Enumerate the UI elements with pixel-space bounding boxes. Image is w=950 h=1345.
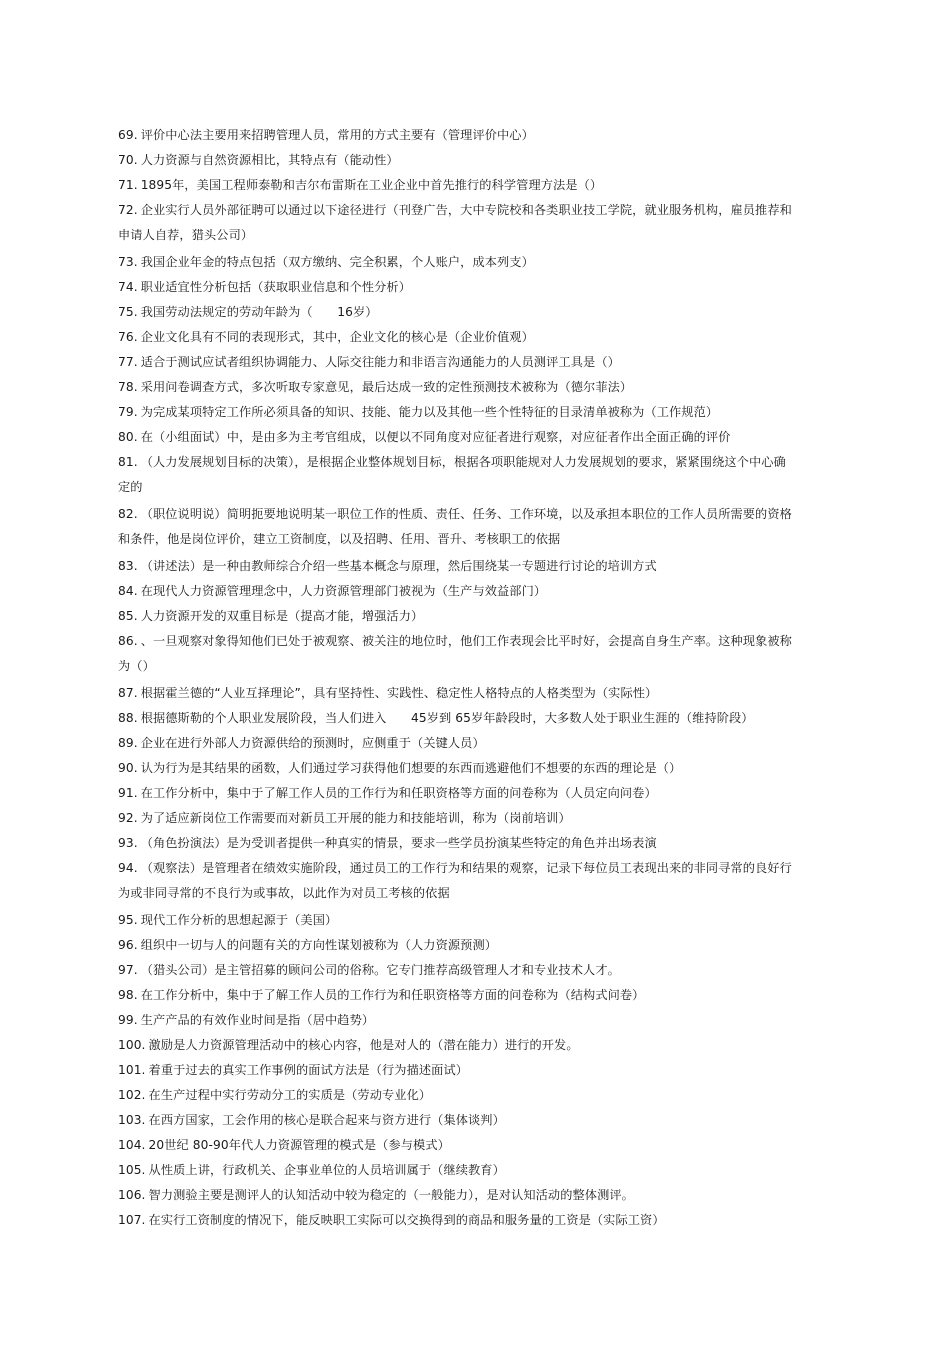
- list-item: [118, 375, 798, 400]
- item-number: 96.: [118, 938, 138, 952]
- item-text: 在西方国家，工会作用的核心是联合起来与资方进行（集体谈判）: [148, 1113, 505, 1127]
- item-number: 88.: [118, 711, 138, 725]
- list-item: [118, 502, 798, 552]
- item-number: 101.: [118, 1063, 146, 1077]
- list-item: [118, 450, 798, 500]
- item-number: 100.: [118, 1038, 146, 1052]
- item-text: 1895年，美国工程师泰勒和吉尔布雷斯在工业企业中首先推行的科学管理方法是（）: [140, 178, 603, 192]
- item-number: 90.: [118, 761, 138, 775]
- item-text: 从性质上讲，行政机关、企事业单位的人员培训属于（继续教育）: [148, 1163, 505, 1177]
- item-text: （讲述法）是一种由教师综合介绍一些基本概念与原理，然后围绕某一专题进行讨论的培训方式: [140, 559, 657, 573]
- item-number: 104.: [118, 1138, 146, 1152]
- list-item: [118, 300, 798, 325]
- item-number: 80.: [118, 430, 138, 444]
- question-list: [118, 123, 798, 1233]
- item-text: 我国劳动法规定的劳动年龄为（ 16岁）: [140, 305, 378, 319]
- item-text: 在工作分析中，集中于了解工作人员的工作行为和任职资格等方面的问卷称为（人员定向问卷）: [140, 786, 657, 800]
- list-item: [118, 1108, 798, 1133]
- item-number: 91.: [118, 786, 138, 800]
- item-text: 着重于过去的真实工作事例的面试方法是（行为描述面试）: [148, 1063, 469, 1077]
- item-text: 激励是人力资源管理活动中的核心内容，他是对人的（潜在能力）进行的开发。: [148, 1038, 579, 1052]
- item-text: （职位说明说）简明扼要地说明某一职位工作的性质、责任、任务、工作环境，以及承担本职位的工作人员所需要的资格和条件，他是岗位评价，建立工资制度，以及招聘、任用、晋升、考核职工的依据: [118, 507, 792, 546]
- item-text: （猎头公司）是主管招募的顾问公司的俗称。它专门推荐高级管理人才和专业技术人才。: [140, 963, 620, 977]
- list-item: [118, 983, 798, 1008]
- list-item: [118, 1183, 798, 1208]
- item-text: 适合于测试应试者组织协调能力、人际交往能力和非语言沟通能力的人员测评工具是（）: [140, 355, 620, 369]
- list-item: [118, 806, 798, 831]
- item-text: 在工作分析中，集中于了解工作人员的工作行为和任职资格等方面的问卷称为（结构式问卷）: [140, 988, 645, 1002]
- list-item: [118, 756, 798, 781]
- item-number: 86.: [118, 634, 138, 648]
- list-item: [118, 731, 798, 756]
- list-item: [118, 706, 798, 731]
- list-item: [118, 1083, 798, 1108]
- item-number: 94.: [118, 861, 138, 875]
- item-number: 105.: [118, 1163, 146, 1177]
- item-text: 在（小组面试）中，是由多为主考官组成，以便以不同角度对应征者进行观察，对应征者作出全面正确的评价: [140, 430, 731, 444]
- item-number: 87.: [118, 686, 138, 700]
- item-number: 106.: [118, 1188, 146, 1202]
- item-text: 在实行工资制度的情况下，能反映职工实际可以交换得到的商品和服务量的工资是（实际工资）: [148, 1213, 665, 1227]
- list-item: [118, 275, 798, 300]
- list-item: [118, 173, 798, 198]
- item-number: 79.: [118, 405, 138, 419]
- item-number: 82.: [118, 507, 138, 521]
- list-item: [118, 629, 798, 679]
- item-text: 智力测验主要是测评人的认知活动中较为稳定的（一般能力），是对认知活动的整体测评。: [148, 1188, 634, 1202]
- item-number: 93.: [118, 836, 138, 850]
- list-item: [118, 425, 798, 450]
- list-item: [118, 554, 798, 579]
- item-number: 76.: [118, 330, 138, 344]
- item-number: 70.: [118, 153, 138, 167]
- list-item: [118, 933, 798, 958]
- item-text: 现代工作分析的思想起源于（美国）: [140, 913, 338, 927]
- item-number: 84.: [118, 584, 138, 598]
- item-text: 我国企业年金的特点包括（双方缴纳、完全积累，个人账户，成本列支）: [140, 255, 534, 269]
- item-text: 企业在进行外部人力资源供给的预测时，应侧重于（关键人员）: [140, 736, 485, 750]
- item-text: 20世纪 80-90年代人力资源管理的模式是（参与模式）: [148, 1138, 450, 1152]
- list-item: [118, 123, 798, 148]
- item-text: 生产产品的有效作业时间是指（居中趋势）: [140, 1013, 375, 1027]
- item-text: 为了适应新岗位工作需要而对新员工开展的能力和技能培训，称为（岗前培训）: [140, 811, 571, 825]
- list-item: [118, 148, 798, 173]
- item-text: 认为行为是其结果的函数，人们通过学习获得他们想要的东西而逃避他们不想要的东西的理论是（）: [140, 761, 682, 775]
- item-text: 采用问卷调查方式，多次听取专家意见，最后达成一致的定性预测技术被称为（德尔菲法）: [140, 380, 633, 394]
- list-item: [118, 400, 798, 425]
- list-item: [118, 958, 798, 983]
- list-item: [118, 1158, 798, 1183]
- item-text: 评价中心法主要用来招聘管理人员，常用的方式主要有（管理评价中心）: [140, 128, 534, 142]
- list-item: [118, 250, 798, 275]
- list-item: [118, 1008, 798, 1033]
- item-text: （观察法）是管理者在绩效实施阶段，通过员工的工作行为和结果的观察，记录下每位员工表现出来的非同寻常的良好行为或非同寻常的不良行为或事故，以此作为对员工考核的依据: [118, 861, 792, 900]
- item-number: 78.: [118, 380, 138, 394]
- item-text: 在现代人力资源管理理念中，人力资源管理部门被视为（生产与效益部门）: [140, 584, 547, 598]
- item-number: 103.: [118, 1113, 146, 1127]
- list-item: [118, 1033, 798, 1058]
- item-text: 企业实行人员外部征聘可以通过以下途径进行（刊登广告，大中专院校和各类职业技工学院，就业服务机构，雇员推荐和申请人自荐，猎头公司）: [118, 203, 792, 242]
- item-text: 为完成某项特定工作所必须具备的知识、技能、能力以及其他一些个性特征的目录清单被称为（工作规范）: [140, 405, 719, 419]
- list-item: [118, 831, 798, 856]
- item-number: 81.: [118, 455, 138, 469]
- item-number: 89.: [118, 736, 138, 750]
- list-item: [118, 1208, 798, 1233]
- item-text: 根据霍兰德的“人业互择理论”，具有坚持性、实践性、稳定性人格特点的人格类型为（实际性）: [140, 686, 658, 700]
- item-number: 102.: [118, 1088, 146, 1102]
- list-item: [118, 781, 798, 806]
- item-number: 73.: [118, 255, 138, 269]
- item-number: 92.: [118, 811, 138, 825]
- item-number: 72.: [118, 203, 138, 217]
- list-item: [118, 856, 798, 906]
- list-item: [118, 198, 798, 248]
- list-item: [118, 908, 798, 933]
- item-number: 83.: [118, 559, 138, 573]
- item-number: 75.: [118, 305, 138, 319]
- item-number: 77.: [118, 355, 138, 369]
- item-text: （角色扮演法）是为受训者提供一种真实的情景，要求一些学员扮演某些特定的角色并出场表演: [140, 836, 657, 850]
- list-item: [118, 579, 798, 604]
- item-text: 人力资源开发的双重目标是（提高才能，增强活力）: [140, 609, 424, 623]
- item-text: 组织中一切与人的问题有关的方向性谋划被称为（人力资源预测）: [140, 938, 498, 952]
- list-item: [118, 1058, 798, 1083]
- item-number: 107.: [118, 1213, 146, 1227]
- item-text: 人力资源与自然资源相比，其特点有（能动性）: [140, 153, 399, 167]
- item-number: 74.: [118, 280, 138, 294]
- list-item: [118, 681, 798, 706]
- item-text: 在生产过程中实行劳动分工的实质是（劳动专业化）: [148, 1088, 432, 1102]
- item-number: 71.: [118, 178, 138, 192]
- item-number: 98.: [118, 988, 138, 1002]
- list-item: [118, 604, 798, 629]
- item-text: （人力发展规划目标的决策），是根据企业整体规划目标，根据各项职能规对人力发展规划的要求，紧紧围绕这个中心确定的: [118, 455, 786, 494]
- item-number: 95.: [118, 913, 138, 927]
- list-item: [118, 350, 798, 375]
- item-number: 99.: [118, 1013, 138, 1027]
- item-text: 职业适宜性分析包括（获取职业信息和个性分析）: [140, 280, 412, 294]
- list-item: [118, 1133, 798, 1158]
- item-number: 69.: [118, 128, 138, 142]
- list-item: [118, 325, 798, 350]
- item-number: 85.: [118, 609, 138, 623]
- item-text: 企业文化具有不同的表现形式，其中，企业文化的核心是（企业价值观）: [140, 330, 534, 344]
- item-number: 97.: [118, 963, 138, 977]
- item-text: 、一旦观察对象得知他们已处于被观察、被关注的地位时，他们工作表现会比平时好，会提高自身生产率。这种现象被称为（）: [118, 634, 792, 673]
- item-text: 根据德斯勒的个人职业发展阶段，当人们进入 45岁到 65岁年龄段时，大多数人处于职业生涯的（维持阶段）: [140, 711, 754, 725]
